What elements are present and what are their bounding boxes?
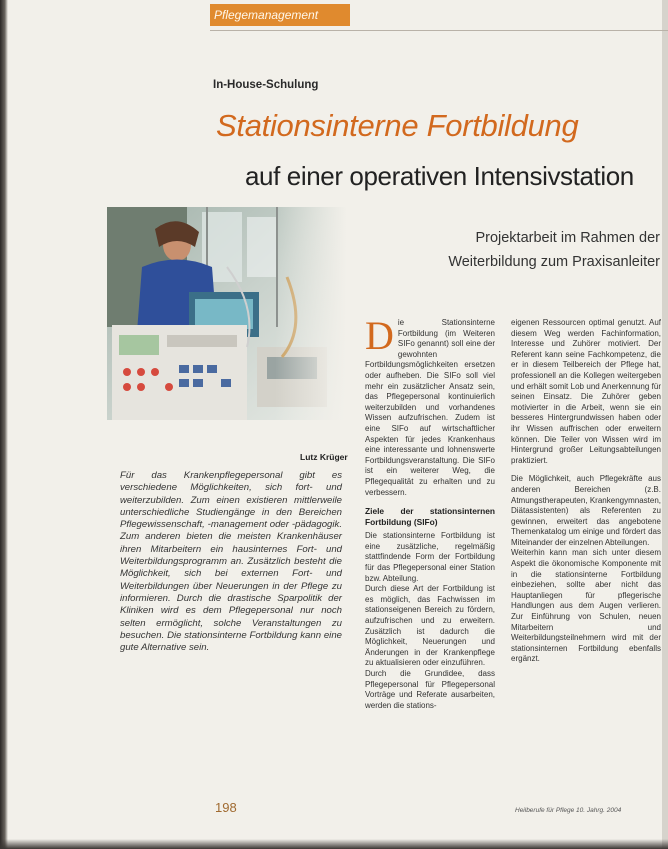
drop-cap: D: [365, 313, 394, 358]
author-name: Lutz Krüger: [300, 452, 348, 462]
body-paragraph: Weiterhin kann man sich unter diesem Aspekt die ökonomische Komponente mit in die stationsinterne Fortbildung einbeziehen, sollte aber nicht das Hauptanliegen für pflegerische Handlungen aus dem Augen verlieren. Zur Einführung von Schulen, neuen Mitarbeitern und Weiterbildungsteilnehmern wird mit der stationsinternen Fortbildung ebenfalls ergänzt.: [511, 548, 661, 664]
body-column-1: [365, 313, 495, 711]
header-rule: [210, 30, 668, 31]
running-footer: Heilberufe für Pflege 10. Jahrg. 2004: [515, 807, 622, 814]
icu-photo: [107, 207, 347, 420]
article-kicker: In-House-Schulung: [213, 79, 319, 91]
section-heading: Ziele der stationsinternen Fortbildung (SIFo): [365, 506, 495, 527]
body-paragraph: Durch diese Art der Fortbildung ist es möglich, das Fachwissen im stationseigenen Bereich zu fördern, aufzufrischen und zu erweitern. Zusätzlich ist dadurch die Möglichkeit, Neuerungen und Änderungen in der Krankenpflege zu aktualisieren oder einzuführen.: [365, 584, 495, 668]
article-subtitle: auf einer operativen Intensivstation: [245, 161, 634, 191]
article-deck: Projektarbeit im Rahmen der Weiterbildung zum Praxisanleiter: [448, 230, 660, 270]
article-title: Stationsinterne Fortbildung: [216, 108, 579, 143]
section-tag: Pflegemanagement: [210, 4, 350, 26]
page-edge: [662, 0, 668, 849]
body-paragraph: Die stationsinterne Fortbildung ist eine zusätzliche, regelmäßig stattfindende Form der Fortbildung für das Pflegepersonal einer Station bzw. Abteilung.: [365, 531, 495, 583]
body-paragraph: ie Stationsinterne Fortbildung (im Weiteren SIFo genannt) soll eine der gewohnten Fortbildungsmöglichkeiten ersetzen oder aufheben. Die SIFo soll viel mehr ein zusätzlicher Ansatz sein, das Pflegepersonal kontinuierlich weiterzubilden und vorhandenes Wissen aufzufrischen. Zudem ist eine SIFo auf wirtschaftlicher Aspekten für jedes Krankenhaus eine interessante und lohnenswerte Fortbildungsveranstaltung. Die SIFo ist ein weiterer Weg, die Pflegequalität zu erhalten und zu verbessern.: [365, 318, 495, 497]
body-paragraph: Durch die Grundidee, dass Pflegepersonal für Pflegepersonal Vorträge und Referate ausarbeiten, werden die stations-: [365, 669, 495, 710]
body-paragraph: Die Möglichkeit, auch Pflegekräfte aus anderen Bereichen (z.B. Atmungstherapeuten, Krankengymnasten, Diätassistenten) als Referenten zu gewinnen, erweitert das angebotene Themenkatalog um einige und fördert das Miteinander der einzelnen Abteilungen.: [511, 474, 661, 547]
body-paragraph: eigenen Ressourcen optimal genutzt. Auf diesem Weg werden Fachinformation, Interesse und Zuhörer motiviert. Der Referent kann seine Fachkompetenz, die er in diesem Teilbereich der Pflege hat, professionell an die Kollegen weitergeben und erhält somit Lob und Anerkennung für seinen Einsatz. Die Zuhörer geben motivierter in die Arbeit, wenn sie ein besseres Hintergrundwissen haben oder ihr Wissen auffrischen oder erweitern können. Die Teiler von Wissen wird im Hintergrund großer Leitungsabteilungen praktiziert.: [511, 318, 661, 465]
page-gutter-shadow: [0, 0, 8, 849]
body-column-2: [511, 318, 661, 665]
page-number: 198: [215, 800, 237, 815]
article-intro: Für das Krankenpflegepersonal gibt es verschiedene Möglichkeiten, sich fort- und weiterzubilden. Zum einen existieren mittlerweile unterschiedliche Studiengänge in den Bereichen Pflegewissenschaft, -management oder -pädagogik. Zum anderen bieten die meisten Krankenhäuser ihren Mitarbeitern ein hausinternes Fort- und Weiterbildungsprogramm an. Zusätzlich besteht die Möglichkeit, sich bei externen Fort- und Weiterbildungen über Neuerungen in der Pflege zu informieren. Durch die drastische Sparpolitik der Kliniken wird es dem Pflegepersonal nur noch selten ermöglicht, solche Veranstaltungen zu besuchen. Die stationsinterne Fortbildung kann eine gute Alternative sein.: [120, 470, 342, 654]
bottom-shadow: [0, 839, 668, 849]
